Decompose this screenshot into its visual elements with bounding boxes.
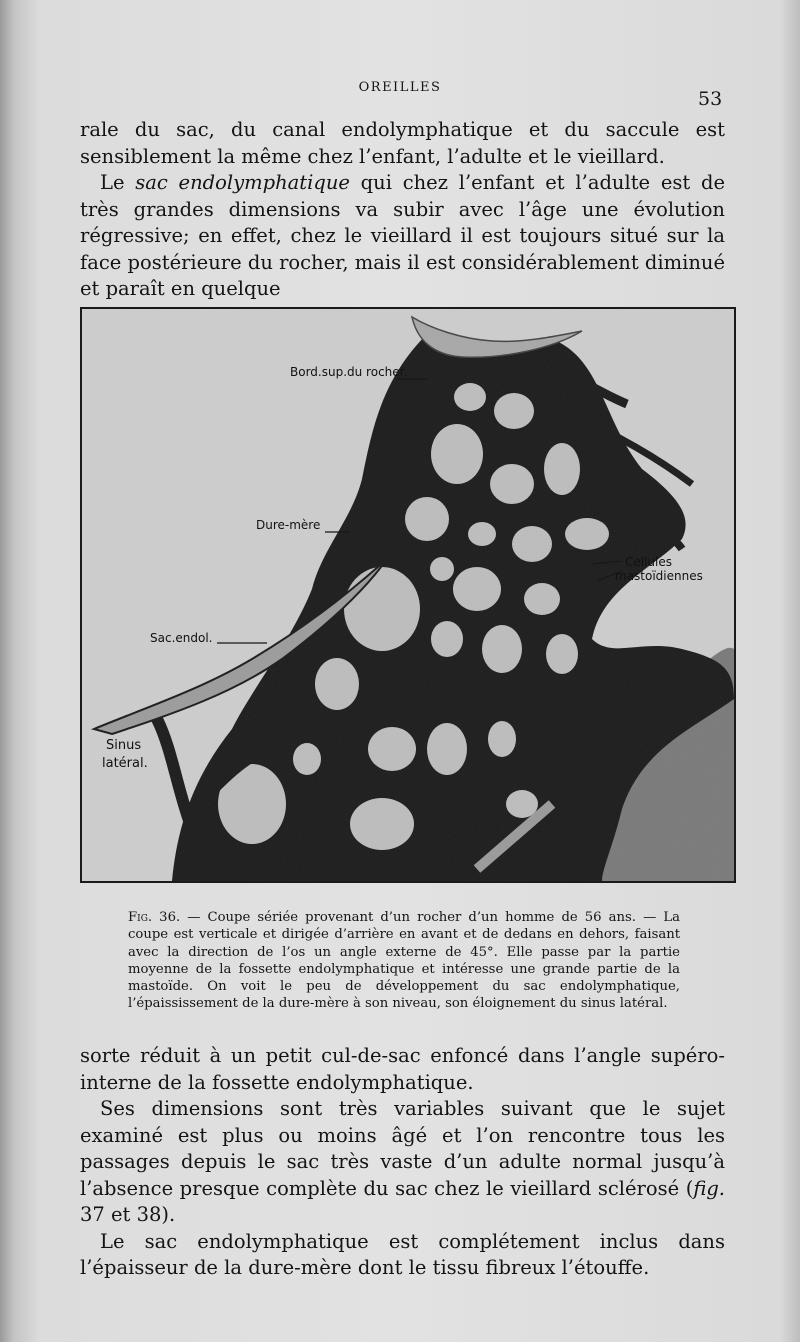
caption-text: — Coupe sériée provenant d’un rocher d’un homme de 56 ans. — La coupe est verticale et dirigée d’arrière en avant et de dedans en dehors, faisant avec la direction de l’os un angle externe de 45°. Elle passe par la partie moyenne de la fossette endolymphatique et intéresse une grande partie de la mastoïde. On voit le peu de développement du sac endolymphatique, l’épaississement de la dure-mère à son niveau, son éloignement du sinus latéral. (128, 910, 680, 1012)
paragraph-rest: qui chez l’enfant et l’adulte est de très grandes dimensions va subir avec l’âge une évolution régressive; en effet, chez le vieillard il est toujours situé sur la face postérieure du rocher, mais il est considérablement diminué et paraît en quelque (80, 171, 725, 300)
paragraph-inclus: Le sac endolymphatique est complétement inclus dans l’épaisseur de la dure-mère dont le tissu fibreux l’étouffe. (80, 1229, 725, 1279)
paragraph-sorte-reduit: sorte réduit à un petit cul-de-sac enfoncé dans l’angle supéro-interne de la fossette endolymphatique. (80, 1044, 725, 1094)
figure-number: Fig. 36. (128, 910, 181, 925)
page-number: 53 (698, 88, 723, 110)
label-bord-sup-rocher: Bord.sup.du rocher. (290, 365, 408, 379)
temporal-bone-section-illustration (82, 309, 734, 881)
running-title: OREILLES (358, 80, 442, 95)
label-lateral: latéral. (102, 756, 148, 771)
label-mastoidiennes: mastoïdiennes (615, 569, 703, 583)
paragraph-start: Le (100, 171, 136, 194)
paragraph-continuation: rale du sac, du canal endolymphatique et du saccule est sensiblement la même chez l’enfant, l’adulte et le vieillard. (80, 118, 725, 168)
paragraph-dimensions-end: 37 et 38). (80, 1203, 176, 1226)
italic-term: sac endolymphatique (135, 171, 350, 194)
anatomical-figure (80, 307, 736, 883)
label-dure-mere: Dure-mère (256, 518, 321, 532)
top-text-block (80, 117, 725, 303)
bottom-text-block (80, 1043, 725, 1282)
paragraph-dimensions (80, 1096, 725, 1229)
label-sinus: Sinus (106, 738, 142, 753)
label-cellules: Cellules (625, 555, 673, 569)
paragraph-dimensions-text: Ses dimensions sont très variables suivant que le sujet examiné est plus ou moins âgé et l’on rencontre tous les passages depuis le sac très vaste d’un adulte normal jusqu’à l’absence presque complète du sac chez le vieillard sclérosé ( (80, 1097, 725, 1200)
figure-caption (128, 909, 680, 1013)
label-sac-endol: Sac.endol. (150, 631, 213, 645)
italic-fig-ref: fig. (693, 1176, 725, 1200)
paragraph-sac-endolymphatique (80, 170, 725, 303)
